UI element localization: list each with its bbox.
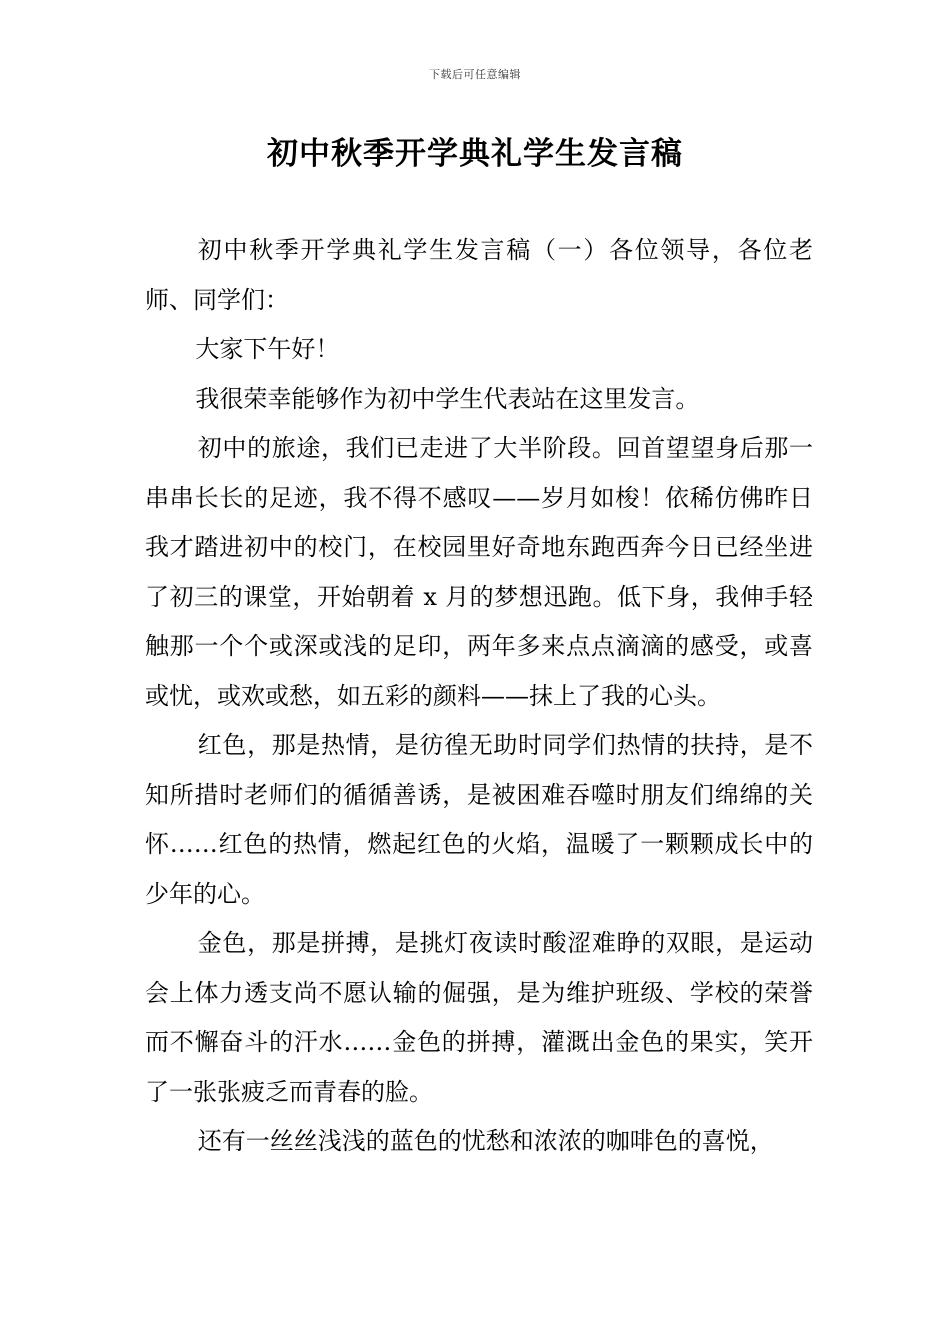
paragraph-greeting: 初中秋季开学典礼学生发言稿（一）各位领导，各位老师、同学们：	[145, 236, 813, 314]
paragraph-intro: 我很荣幸能够作为初中学生代表站在这里发言。	[195, 384, 700, 413]
paragraph-hello: 大家下午好！	[195, 335, 340, 363]
paragraph-red: 红色，那是热情，是彷徨无助时同学们热情的扶持，是不知所措时老师们的循循善诱，是被困难吞噬时朋友们绵绵的关怀……红色的热情，燃起红色的火焰，温暖了一颗颗成长中的少年的心。	[145, 731, 813, 908]
paragraph-journey: 初中的旅途，我们已走进了大半阶段。回首望望身后那一串串长长的足迹，我不得不感叹——岁月如梭！依稀仿佛昨日我才踏进初中的校门，在校园里好奇地东跑西奔今日已经坐进了初三的课堂，开始朝着 x 月的梦想迅跑。低下身，我伸手轻触那一个个或深或浅的足印，两年多来点点滴滴的感受，或喜或忧，或欢或愁，如五彩的颜料——抹上了我的心头。	[145, 434, 813, 710]
document-title: 初中秋季开学典礼学生发言稿	[267, 136, 683, 172]
paragraph-blue: 还有一丝丝浅浅的蓝色的忧愁和浓浓的咖啡色的喜悦，	[197, 1127, 774, 1155]
header-note: 下载后可任意编辑	[429, 68, 521, 81]
paragraph-gold: 金色，那是拼搏，是挑灯夜读时酸涩难睁的双眼，是运动会上体力透支尚不愿认输的倔强，是为维护班级、学校的荣誉而不懈奋斗的汗水……金色的拼搏，灌溉出金色的果实，笑开了一张张疲乏而青春的脸。	[145, 929, 813, 1106]
document-body	[145, 226, 813, 1167]
